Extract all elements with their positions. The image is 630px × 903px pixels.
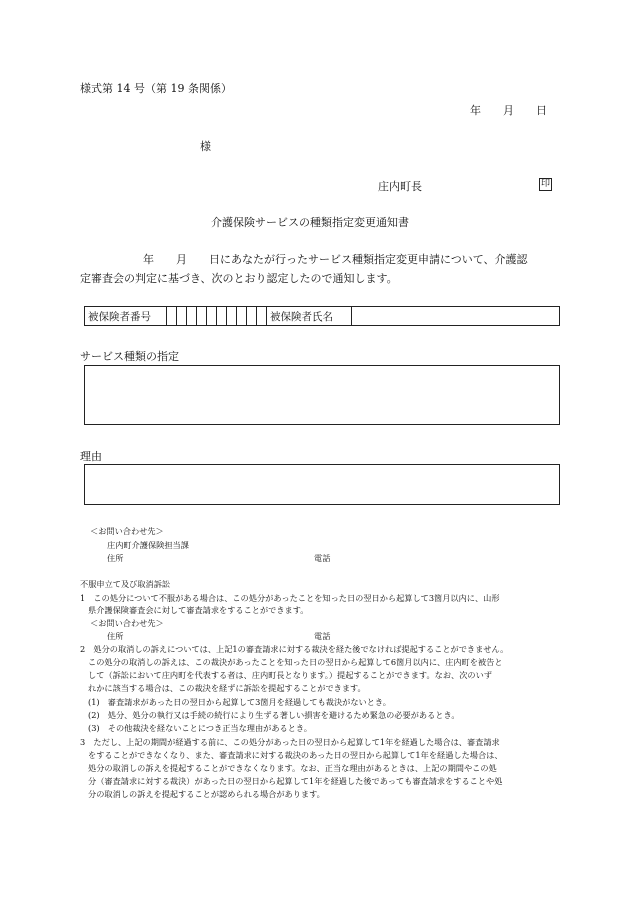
body-line-2: 定審査会の判定に基づき、次のとおり認定したので通知します。 bbox=[80, 272, 398, 285]
insured-number-digit[interactable] bbox=[187, 307, 197, 326]
form-number: 様式第 14 号（第 19 条関係） bbox=[80, 82, 232, 95]
insured-name-field[interactable] bbox=[352, 307, 560, 326]
insured-info-table bbox=[84, 306, 560, 326]
note-2-line: れかに該当する場合は、この裁決を経ずに訴訟を提起することができます。 bbox=[88, 683, 366, 693]
note-1-line: 県介護保険審査会に対して審査請求をすることができます。 bbox=[88, 605, 309, 615]
note-2-item: (3) その他裁決を経ないことにつき正当な理由があるとき。 bbox=[88, 723, 312, 733]
insured-number-digit[interactable] bbox=[247, 307, 257, 326]
insured-number-digit[interactable] bbox=[177, 307, 187, 326]
addressee-suffix: 様 bbox=[200, 140, 211, 153]
note-2-item: (1) 審査請求があった日の翌日から起算して3箇月を経過しても裁決がないとき。 bbox=[88, 697, 391, 707]
insured-number-label: 被保険者番号 bbox=[85, 307, 167, 326]
insured-name-label: 被保険者氏名 bbox=[267, 307, 352, 326]
seal-mark: 印 bbox=[540, 179, 550, 189]
insured-number-digit[interactable] bbox=[207, 307, 217, 326]
contact-phone-label: 電話 bbox=[314, 553, 331, 563]
service-designation-box[interactable] bbox=[84, 365, 560, 425]
contact-dept: 庄内町介護保険担当課 bbox=[107, 540, 189, 550]
reason-box[interactable] bbox=[84, 464, 560, 505]
insured-number-digit[interactable] bbox=[237, 307, 247, 326]
date-line: 年 月 日 bbox=[470, 104, 547, 117]
note-2-line: して（訴訟において庄内町を代表する者は、庄内町長となります。）提起することができます。なお、次のいず bbox=[88, 670, 492, 680]
insured-number-digit[interactable] bbox=[167, 307, 177, 326]
note-3-line: 処分の取消しの訴えを提起することができなくなります。なお、正当な理由があるときは、上記の期間やこの処 bbox=[88, 763, 497, 773]
note-2-line: この処分の取消しの訴えは、この裁決があったことを知った日の翌日から起算して6箇月以内に、庄内町を被告と bbox=[88, 657, 503, 667]
body-line-1: 年 月 日にあなたが行ったサービス種類指定変更申請について、介護認 bbox=[143, 253, 528, 266]
insured-number-digit[interactable] bbox=[217, 307, 227, 326]
note-1-line: 1 この処分について不服がある場合は、この処分があったことを知った日の翌日から起算して3箇月以内に、山形 bbox=[80, 593, 500, 603]
insured-number-digit[interactable] bbox=[227, 307, 237, 326]
note-3-line: 分（審査請求に対する裁決）があった日の翌日から起算して1年を経過した後であっても審査請求をすることや処 bbox=[88, 776, 503, 786]
note-3-line: をすることができなくなり、また、審査請求に対する裁決のあった日の翌日から起算して1年を経過した場合は、 bbox=[88, 750, 503, 760]
contact-address-label: 住所 bbox=[107, 553, 124, 563]
issuer-name: 庄内町長 bbox=[378, 180, 422, 193]
note-2-line: 2 処分の取消しの訴えについては、上記1の審査請求に対する裁決を経た後でなければ提起することができません。 bbox=[80, 644, 509, 654]
document-title: 介護保険サービスの種類指定変更通知書 bbox=[211, 216, 409, 229]
insured-number-digit[interactable] bbox=[257, 307, 267, 326]
contact-header: ＜お問い合わせ先＞ bbox=[90, 526, 164, 536]
contact2-address-label: 住所 bbox=[107, 631, 124, 641]
contact2-header: ＜お問い合わせ先＞ bbox=[90, 618, 164, 628]
insured-number-digit[interactable] bbox=[197, 307, 207, 326]
reason-label: 理由 bbox=[80, 450, 102, 463]
note-3-line: 3 ただし、上記の期間が経過する前に、この処分があった日の翌日から起算して1年を経過した場合は、審査請求 bbox=[80, 737, 500, 747]
service-designation-label: サービス種類の指定 bbox=[80, 350, 179, 363]
contact2-phone-label: 電話 bbox=[314, 631, 331, 641]
note-2-item: (2) 処分、処分の執行又は手続の続行により生ずる著しい損害を避けるため緊急の必要があるとき。 bbox=[88, 710, 460, 720]
notes-heading: 不服申立て及び取消訴訟 bbox=[80, 579, 171, 589]
note-3-line: 分の取消しの訴えを提起することが認められる場合があります。 bbox=[88, 789, 325, 799]
